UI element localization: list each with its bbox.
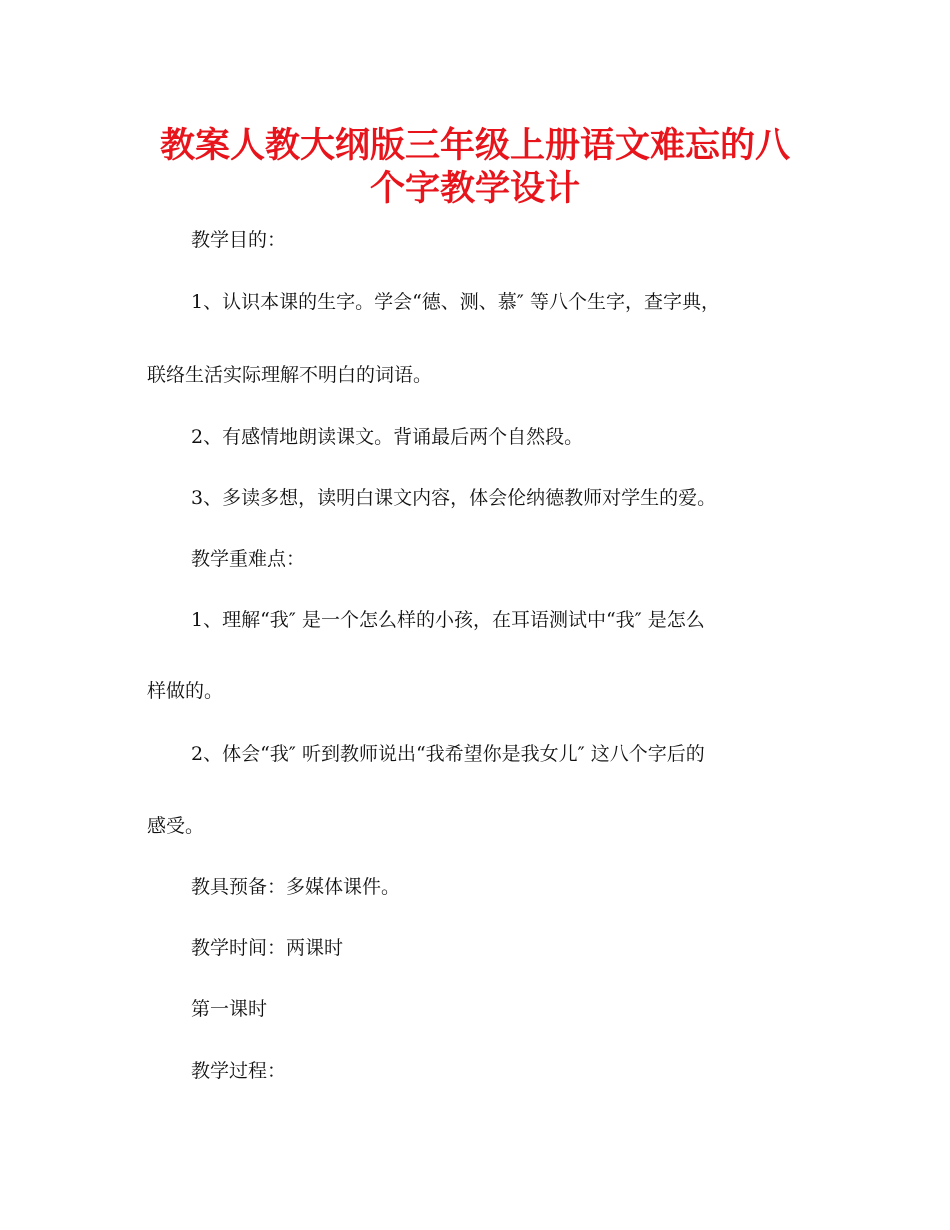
paragraph-key-point-2: 2、体会“我″ 听到教师说出“我希望你是我女儿″ 这八个字后的 [191,743,705,765]
paragraph-teaching-aids: 教具预备：多媒体课件。 [191,876,401,898]
section-heading-objectives: 教学目的： [191,229,287,251]
paragraph-objective-3: 3、多读多想，读明白课文内容，体会伦纳德教师对学生的爱。 [191,487,717,509]
paragraph-objective-1: 1、认识本课的生字。学会“德、测、慕″ 等八个生字，查字典， [191,291,720,313]
paragraph-teaching-time: 教学时间：两课时 [191,937,344,959]
section-heading-key-points: 教学重难点： [191,548,306,570]
section-heading-first-lesson: 第一课时 [191,998,268,1020]
section-heading-teaching-process: 教学过程： [191,1060,287,1082]
paragraph-objective-1-continued: 联络生活实际理解不明白的词语。 [147,364,433,386]
paragraph-key-point-1-continued: 样做的。 [147,680,224,702]
paragraph-key-point-2-continued: 感受。 [147,815,205,837]
paragraph-objective-2: 2、有感情地朗读课文。背诵最后两个自然段。 [191,426,584,448]
document-title-line-1: 教案人教大纲版三年级上册语文难忘的八 [159,126,790,166]
paragraph-key-point-1: 1、理解“我″ 是一个怎么样的小孩，在耳语测试中“我″ 是怎么 [191,609,705,631]
document-title-line-2: 个字教学设计 [369,169,580,209]
